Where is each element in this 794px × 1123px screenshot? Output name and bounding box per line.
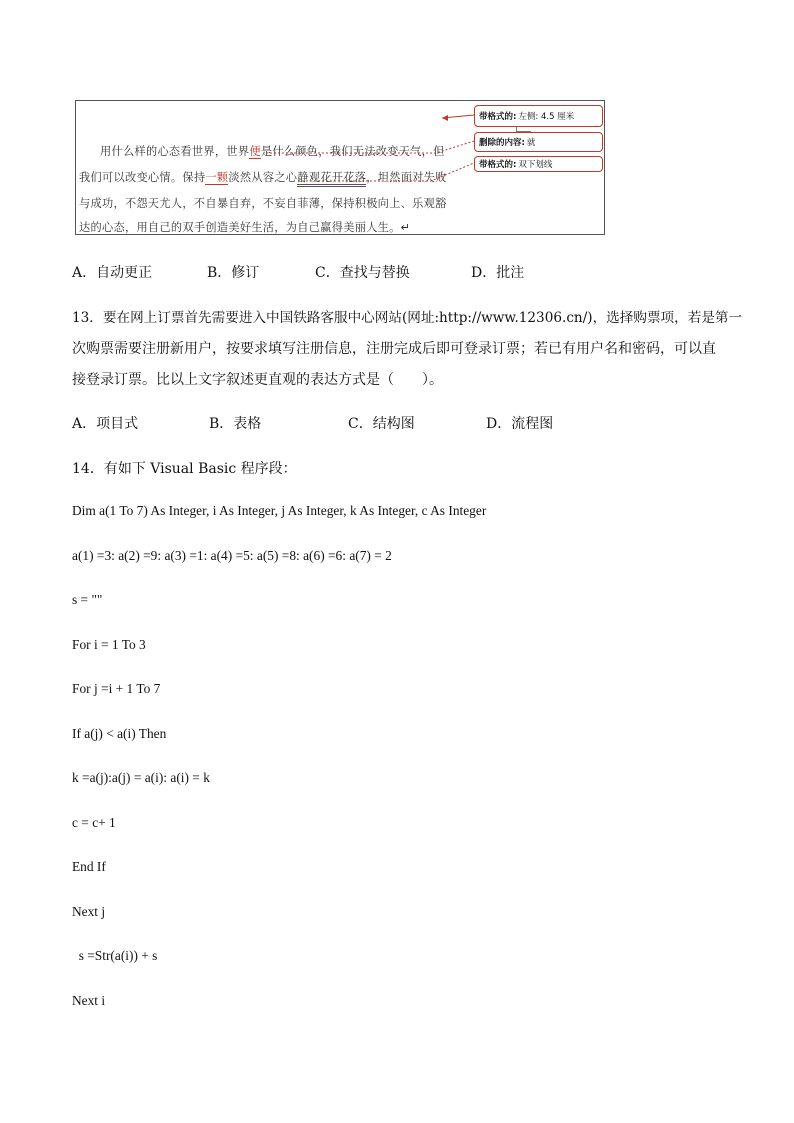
figure-text-line-3: 与成功，不怨天尤人，不自暴自弃，不妄自菲薄，保持积极向上、乐观豁	[79, 197, 447, 210]
code-line: Next i	[72, 993, 106, 1008]
balloon-label: 带格式的:	[479, 112, 517, 122]
q13-text-line-1: 13．要在网上订票首先需要进入中国铁路客服中心网站(网址:http://www.12306.cn/)，选择购票项，若是第一	[72, 310, 743, 326]
q12-option-a: A．自动更正	[72, 265, 153, 281]
figure-text: 淡然从容之心	[228, 171, 298, 184]
q12-option-b: B．修订	[207, 265, 260, 281]
code-line: Dim a(1 To 7) As Integer, i As Integer, j As Integer, k As Integer, c As Integer	[72, 503, 487, 518]
q13-option-d: D．流程图	[486, 416, 554, 432]
code-line: a(1) =3: a(2) =9: a(3) =1: a(4) =5: a(5) =8: a(6) =6: a(7) = 2	[72, 548, 392, 563]
code-line: For j =i + 1 To 7	[72, 681, 161, 696]
format-balloon-indent	[474, 105, 603, 127]
q13-option-b: B．表格	[209, 416, 262, 432]
q13-text-line-3: 接登录订票。比以上文字叙述更直观的表达方式是（ ）。	[72, 372, 443, 388]
code-line: For i = 1 To 3	[72, 637, 146, 652]
balloon-value: 双下划线	[518, 160, 553, 170]
balloon-value: 就	[526, 138, 536, 148]
code-line: s = ""	[72, 592, 103, 607]
q13-text-line-2: 次购票需要注册新用户，按要求填写注册信息，注册完成后即可登录订票；若已有用户名和密码，可以直	[72, 341, 716, 357]
balloon-label: 删除的内容:	[479, 138, 525, 148]
figure-text: 是什么颜色，我们无法改变天气，但	[260, 145, 445, 158]
balloon-label: 带格式的:	[479, 160, 517, 170]
figure-text: ，坦然面对失败	[366, 171, 447, 184]
q13-option-a: A．项目式	[72, 416, 139, 432]
track-changes-figure	[75, 100, 605, 235]
code-line: k =a(j):a(j) = a(i): a(i) = k	[72, 770, 210, 785]
inserted-text: 一颗	[205, 171, 229, 184]
code-line: If a(j) < a(i) Then	[72, 726, 167, 741]
figure-text: 用什么样的心态看世界，世界	[100, 145, 250, 158]
balloon-value: 左侧: 4.5 厘米	[518, 112, 575, 122]
code-line: End If	[72, 859, 106, 874]
q13-option-c: C．结构图	[348, 416, 415, 432]
code-line: Next j	[72, 904, 106, 919]
q14-title: 14．有如下 Visual Basic 程序段：	[72, 461, 297, 477]
code-line: s =Str(a(i)) + s	[72, 948, 158, 963]
q12-option-c: C．查找与替换	[315, 265, 410, 281]
inserted-text: 便	[249, 145, 261, 158]
code-line: c = c+ 1	[72, 815, 116, 830]
q12-option-d: D．批注	[471, 265, 525, 281]
format-balloon-underline	[474, 156, 603, 172]
figure-text-line-4: 达的心态，用自己的双手创造美好生活，为自己赢得美丽人生。↵	[79, 221, 411, 234]
double-underlined-text: 静观花开花落	[297, 171, 366, 187]
deleted-content-balloon	[474, 132, 603, 152]
figure-text: 我们可以改变心情。保持	[79, 171, 206, 184]
